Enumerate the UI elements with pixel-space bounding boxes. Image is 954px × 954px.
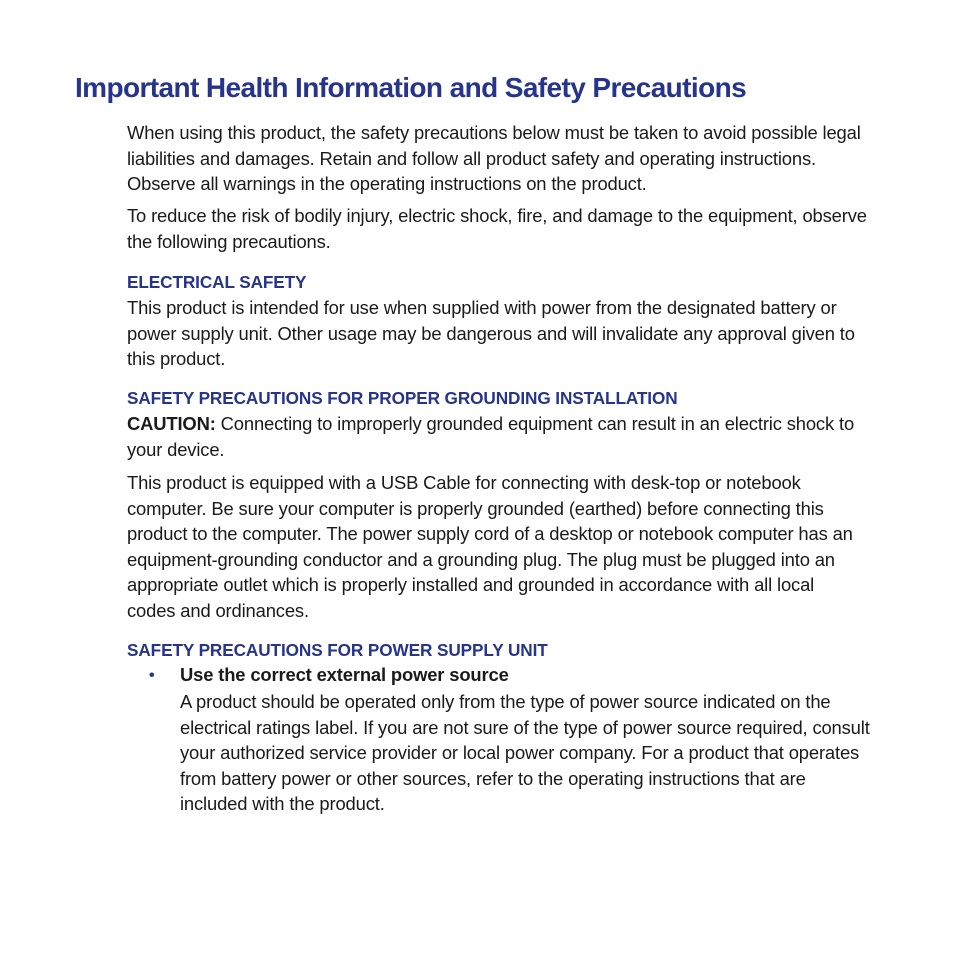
caution-paragraph (127, 411, 867, 462)
intro-paragraph-1: When using this product, the safety precautions below must be taken to avoid possible legal liabilities and damages. Retain and follow all product safety and operating instructions. Observe all warnings in the operating instructions on the product. (127, 122, 861, 194)
bullet-text: A product should be operated only from the type of power source indicated on the electrical ratings label. If you are not sure of the type of power source required, consult your authorized service provider or local power company. For a product that operates from battery power or other sources, refer to the operating instructions that are included with the product. (180, 691, 870, 814)
intro-paragraph-2: To reduce the risk of bodily injury, electric shock, fire, and damage to the equipment, observe the following precautions. (127, 205, 867, 252)
bullet-icon: • (149, 667, 155, 684)
power-supply-heading: SAFETY PRECAUTIONS FOR POWER SUPPLY UNIT (127, 640, 548, 660)
page-title: Important Health Information and Safety Precautions (75, 72, 747, 103)
caution-label: CAUTION: (127, 413, 216, 434)
caution-text: Connecting to improperly grounded equipment can result in an electric shock to your device. (127, 413, 855, 460)
grounding-heading: SAFETY PRECAUTIONS FOR PROPER GROUNDING INSTALLATION (127, 388, 678, 408)
grounding-text: This product is equipped with a USB Cable for connecting with desk-top or notebook computer. Be sure your computer is properly grounded (earthed) before connecting this product to the computer. The power supply cord of a desktop or notebook computer has an equipment-grounding conductor and a grounding plug. The plug must be plugged into an appropriate outlet which is properly installed and grounded in accordance with all local codes and ordinances. (127, 472, 853, 621)
electrical-safety-heading: ELECTRICAL SAFETY (127, 272, 307, 292)
bullet-title: Use the correct external power source (180, 664, 509, 685)
electrical-safety-text: This product is intended for use when supplied with power from the designated battery or power supply unit. Other usage may be dangerous and will invalidate any approval given to this product. (127, 297, 855, 369)
